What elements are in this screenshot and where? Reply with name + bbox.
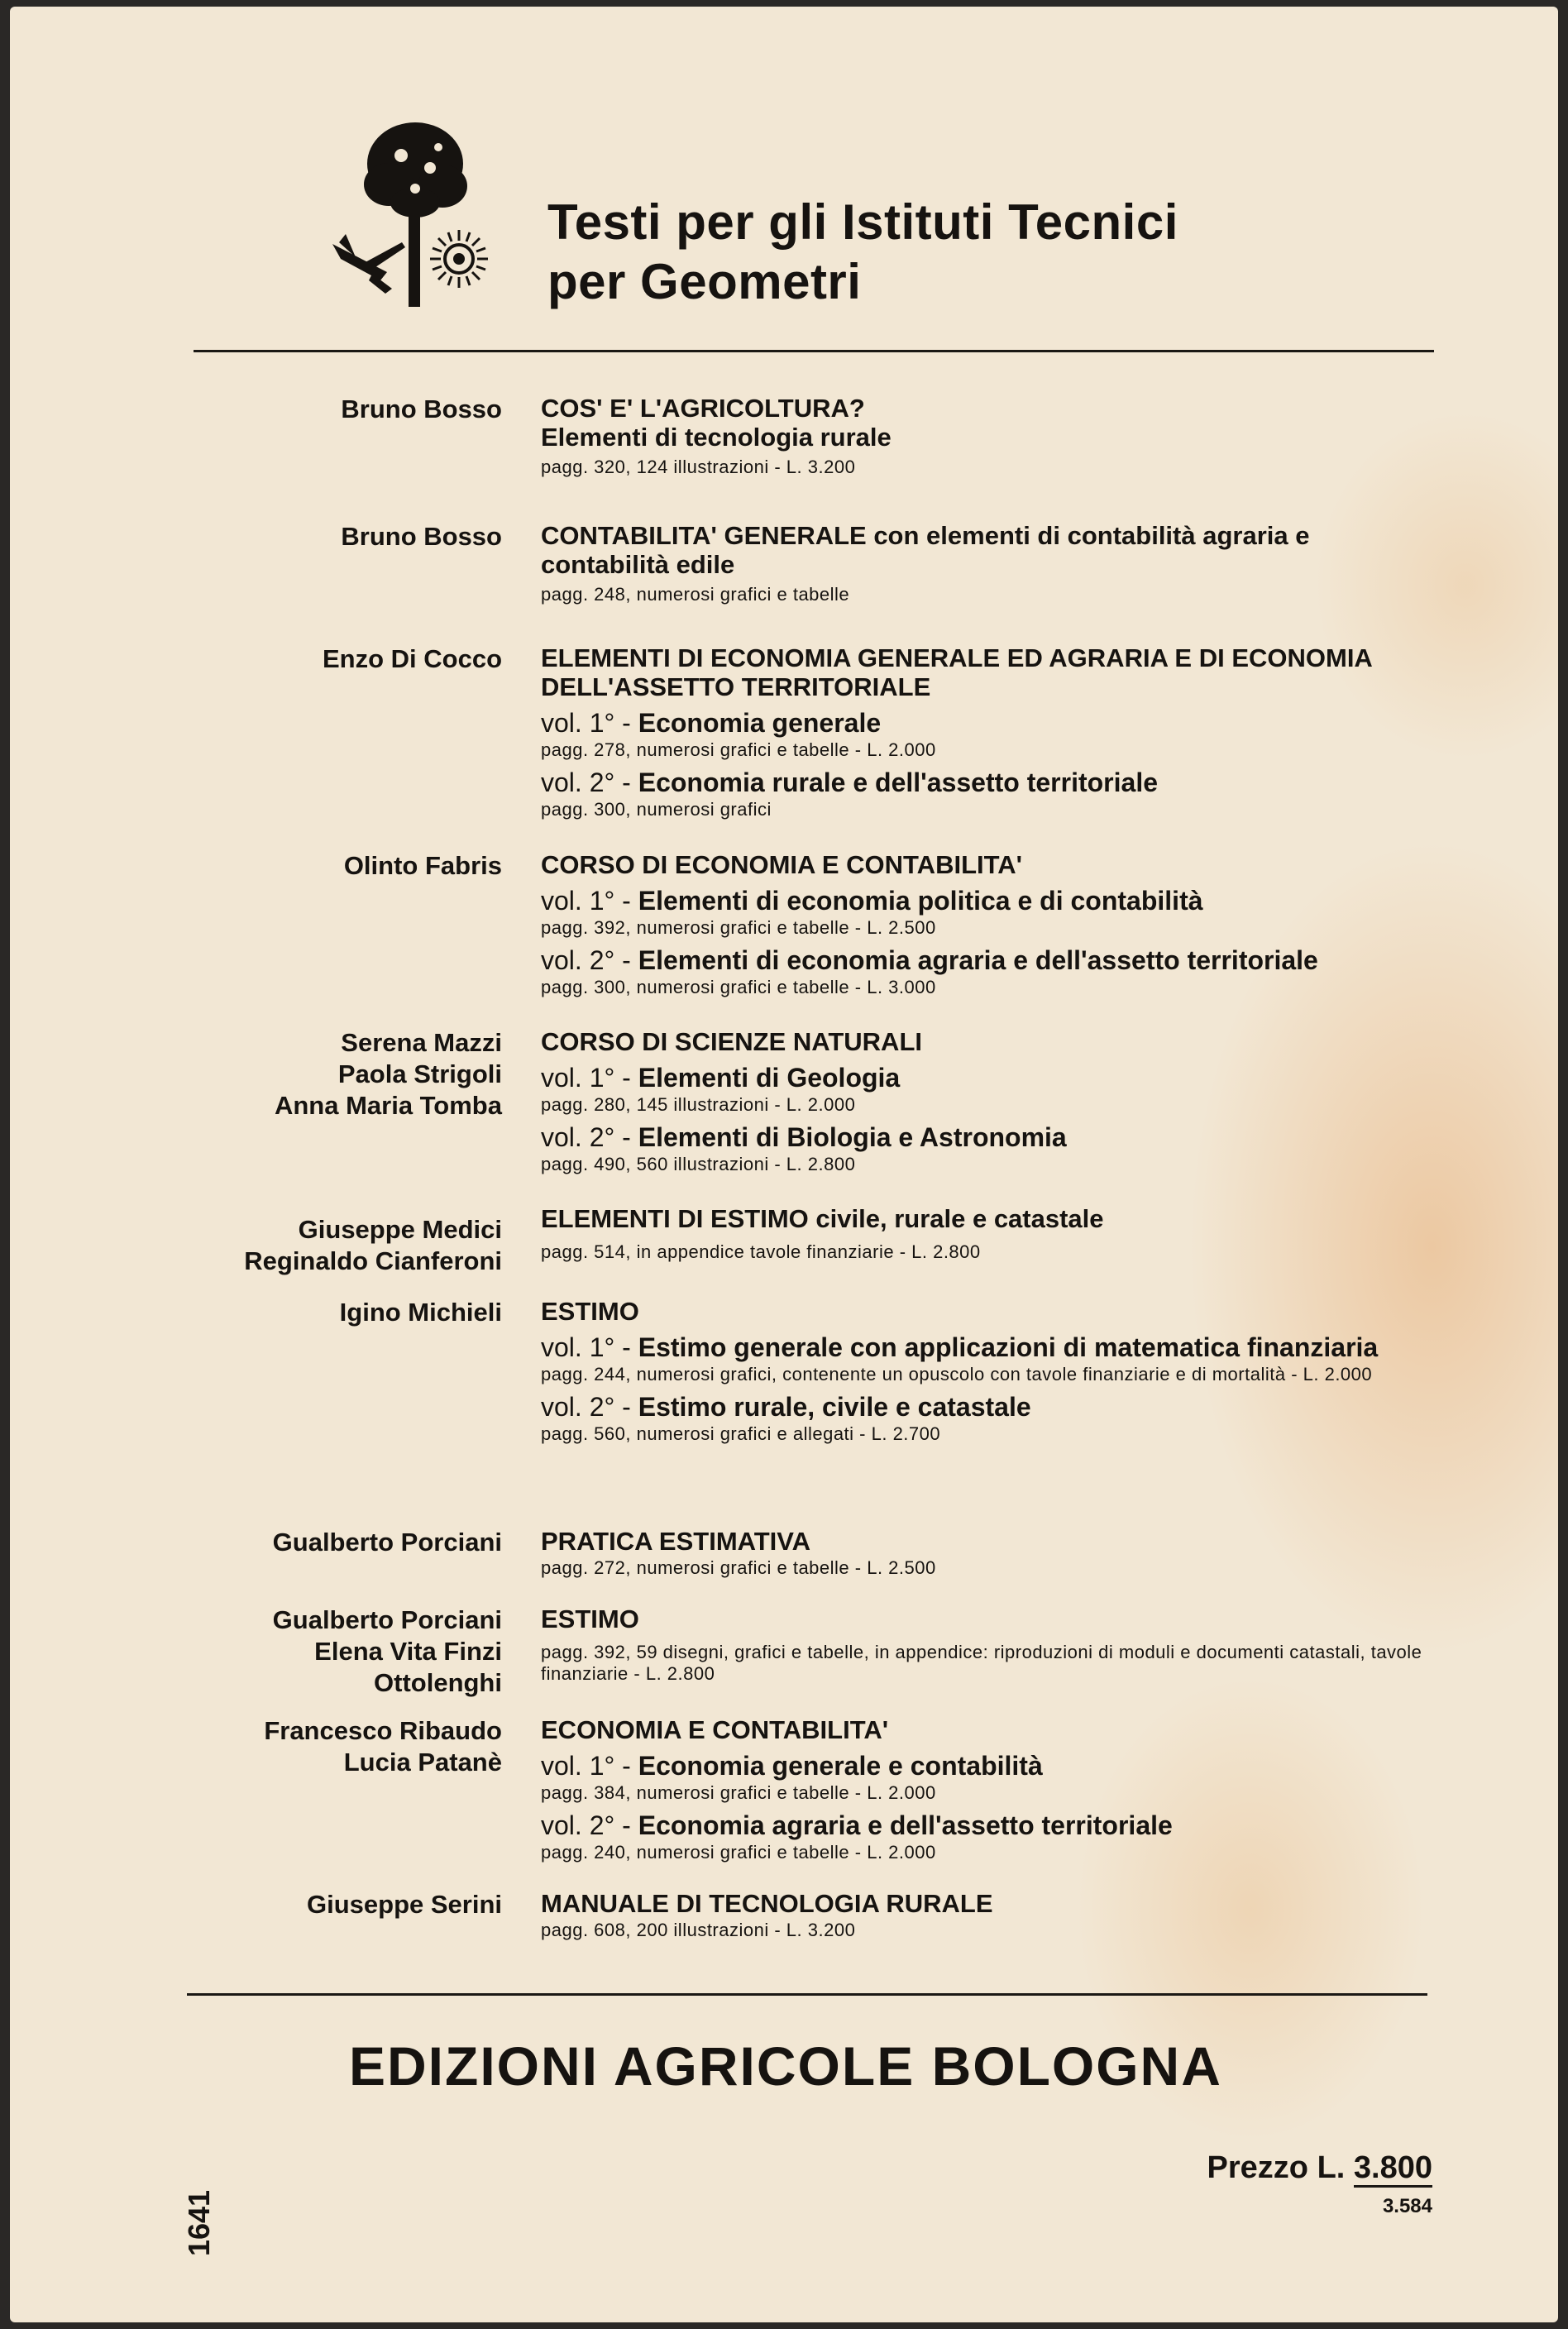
volume-title: Elementi di economia agraria e dell'assetto territoriale — [638, 945, 1318, 975]
author-name: Reginaldo Cianferoni — [244, 1246, 502, 1275]
volume-note: pagg. 280, 145 illustrazioni - L. 2.000 — [541, 1094, 856, 1115]
volume-line — [541, 1810, 1434, 1840]
volume-line — [541, 1332, 1434, 1362]
price — [1151, 2150, 1432, 2186]
top-divider — [194, 350, 1434, 352]
book-details — [541, 850, 1434, 998]
book-details — [541, 1889, 1434, 1941]
volume-note: pagg. 560, numerosi grafici e allegati - L. 2.700 — [541, 1423, 941, 1444]
book-note: pagg. 392, 59 disegni, grafici e tabelle, in appendice: riproduzioni di moduli e documenti catastali, tavole finanziarie - L. 2.800 — [541, 1642, 1422, 1684]
book-note: pagg. 320, 124 illustrazioni - L. 3.200 — [541, 457, 856, 477]
series-title-line-2: per Geometri — [547, 254, 862, 309]
author-name: Francesco Ribaudo — [264, 1716, 502, 1745]
volume-label: vol. 2° - — [541, 1122, 631, 1152]
book-details — [541, 394, 1434, 478]
book-details — [541, 1604, 1434, 1685]
tree-plough-sun-logo — [323, 118, 496, 317]
book-details — [541, 1297, 1434, 1445]
book-back-cover — [10, 7, 1558, 2322]
volume-note: pagg. 244, numerosi grafici, contenente un opuscolo con tavole finanziarie e di mortalità - L. 2.000 — [541, 1364, 1373, 1384]
sun-icon — [430, 230, 488, 288]
book-title: ECONOMIA E CONTABILITA' — [541, 1715, 889, 1744]
volume-note: pagg. 278, numerosi grafici e tabelle - L. 2.000 — [541, 739, 936, 760]
book-authors — [175, 850, 502, 882]
volume-title: Elementi di economia politica e di contabilità — [638, 886, 1203, 916]
volume-title: Elementi di Geologia — [638, 1063, 901, 1093]
book-authors — [175, 1715, 502, 1778]
book-authors — [175, 521, 502, 552]
volume-line — [541, 768, 1434, 797]
volume-note: pagg. 490, 560 illustrazioni - L. 2.800 — [541, 1154, 856, 1174]
book-details — [541, 643, 1434, 820]
book-note: pagg. 514, in appendice tavole finanziarie - L. 2.800 — [541, 1241, 981, 1262]
volume-label: vol. 1° - — [541, 1332, 631, 1362]
book-title: ELEMENTI DI ECONOMIA GENERALE ED AGRARIA E DI ECONOMIA DELL'ASSETTO TERRITORIALE — [541, 643, 1372, 701]
book-authors — [175, 1027, 502, 1121]
author-name: Enzo Di Cocco — [322, 644, 502, 673]
author-name: Ottolenghi — [374, 1668, 502, 1697]
series-title — [547, 193, 1374, 312]
price-label: Prezzo L. — [1207, 2150, 1346, 2185]
volume-line — [541, 886, 1434, 916]
plough-icon — [332, 234, 405, 294]
author-name: Paola Strigoli — [337, 1059, 502, 1088]
author-name: Olinto Fabris — [343, 851, 502, 880]
book-authors — [175, 1889, 502, 1920]
book-subtitle: Elementi di tecnologia rurale — [541, 423, 892, 452]
volume-title: Estimo generale con applicazioni di matematica finanziaria — [638, 1332, 1379, 1362]
volume-note: pagg. 300, numerosi grafici — [541, 799, 772, 820]
author-name: Giuseppe Medici — [298, 1215, 502, 1244]
book-authors — [175, 1297, 502, 1328]
book-details — [541, 1527, 1434, 1579]
volume-note: pagg. 300, numerosi grafici e tabelle - L. 3.000 — [541, 977, 936, 997]
volume-line — [541, 1122, 1434, 1152]
volume-label: vol. 2° - — [541, 1810, 631, 1840]
volume-line — [541, 708, 1434, 738]
volume-title: Estimo rurale, civile e catastale — [638, 1392, 1031, 1422]
volume-note: pagg. 240, numerosi grafici e tabelle - L. 2.000 — [541, 1842, 936, 1863]
book-title: PRATICA ESTIMATIVA — [541, 1527, 811, 1556]
price-value: 3.800 — [1354, 2150, 1432, 2188]
volume-title: Economia generale — [638, 708, 882, 738]
book-title: MANUALE DI TECNOLOGIA RURALE — [541, 1889, 993, 1918]
volume-label: vol. 1° - — [541, 886, 631, 916]
volume-title: Elementi di Biologia e Astronomia — [638, 1122, 1067, 1152]
book-authors — [175, 643, 502, 675]
book-title: ESTIMO — [541, 1297, 639, 1326]
catalog-code: 1641 — [182, 2189, 216, 2257]
author-name: Lucia Patanè — [343, 1748, 502, 1777]
book-authors — [175, 1604, 502, 1699]
author-name: Igino Michieli — [339, 1298, 502, 1327]
bottom-divider — [187, 1993, 1427, 1996]
book-note: pagg. 608, 200 illustrazioni - L. 3.200 — [541, 1920, 856, 1940]
volume-title: Economia agraria e dell'assetto territoriale — [638, 1810, 1173, 1840]
volume-label: vol. 1° - — [541, 1751, 631, 1781]
volume-label: vol. 2° - — [541, 768, 631, 797]
book-title: ELEMENTI DI ESTIMO civile, rurale e catastale — [541, 1204, 1104, 1233]
author-name: Bruno Bosso — [341, 395, 502, 423]
book-note: pagg. 248, numerosi grafici e tabelle — [541, 584, 850, 605]
author-name: Anna Maria Tomba — [274, 1091, 502, 1120]
book-authors — [175, 1214, 502, 1277]
author-name: Gualberto Porciani — [272, 1605, 502, 1634]
author-name: Gualberto Porciani — [272, 1528, 502, 1557]
series-title-line-1: Testi per gli Istituti Tecnici — [547, 194, 1178, 250]
author-name: Giuseppe Serini — [306, 1890, 502, 1919]
volume-line — [541, 1751, 1434, 1781]
book-note: pagg. 272, numerosi grafici e tabelle - L. 2.500 — [541, 1557, 936, 1578]
volume-title: Economia rurale e dell'assetto territoriale — [638, 768, 1158, 797]
price-alt: 3.584 — [1382, 2195, 1432, 2217]
volume-line — [541, 1392, 1434, 1422]
book-details — [541, 1715, 1434, 1863]
book-details — [541, 1204, 1434, 1263]
book-details — [541, 1027, 1434, 1175]
volume-label: vol. 1° - — [541, 708, 631, 738]
publisher-name: EDIZIONI AGRICOLE BOLOGNA — [349, 2035, 1222, 2097]
volume-line — [541, 945, 1434, 975]
book-title: CONTABILITA' GENERALE con elementi di contabilità agraria e contabilità edile — [541, 521, 1310, 579]
volume-title: Economia generale e contabilità — [638, 1751, 1043, 1781]
book-authors — [175, 394, 502, 425]
volume-line — [541, 1063, 1434, 1093]
author-name: Bruno Bosso — [341, 522, 502, 551]
volume-label: vol. 2° - — [541, 945, 631, 975]
volume-note: pagg. 384, numerosi grafici e tabelle - L. 2.000 — [541, 1782, 936, 1803]
volume-label: vol. 2° - — [541, 1392, 631, 1422]
book-title: ESTIMO — [541, 1604, 639, 1633]
book-title: CORSO DI ECONOMIA E CONTABILITA' — [541, 850, 1023, 879]
book-authors — [175, 1527, 502, 1558]
volume-note: pagg. 392, numerosi grafici e tabelle - L. 2.500 — [541, 917, 936, 938]
book-title: CORSO DI SCIENZE NATURALI — [541, 1027, 922, 1056]
author-name: Elena Vita Finzi — [314, 1637, 502, 1666]
book-details — [541, 521, 1434, 605]
volume-label: vol. 1° - — [541, 1063, 631, 1093]
author-name: Serena Mazzi — [341, 1028, 502, 1057]
book-title: COS' E' L'AGRICOLTURA? — [541, 394, 865, 423]
